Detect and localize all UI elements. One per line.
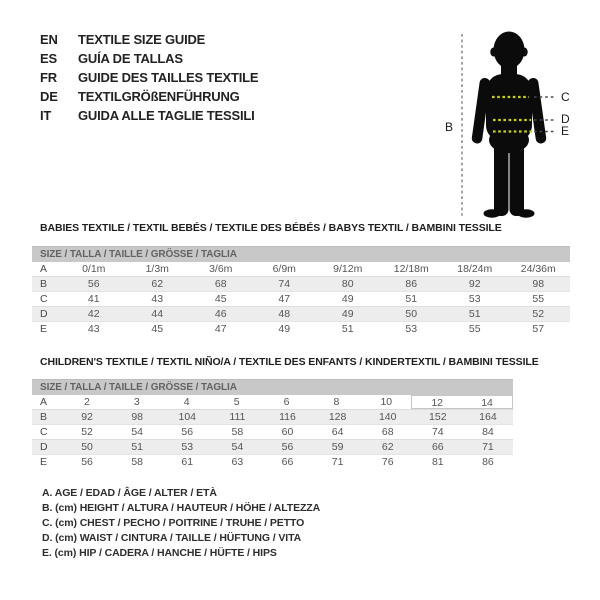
row-label: E [40,456,48,468]
table-cell: 8 [333,396,340,408]
table-cell: 54 [231,441,244,453]
table-cell: 66 [431,441,444,453]
table-row [32,425,513,440]
language-label: GUIDE DES TAILLES TEXTILE [78,70,259,85]
legend-item: E. (cm) HIP / CADERA / HANCHE / HÜFTE / HIPS [42,547,277,559]
babies-table [32,246,570,337]
table-cell: 49 [341,293,354,305]
table-cell: 51 [468,308,481,320]
table-cell: 53 [181,441,194,453]
table-cell: 63 [231,456,244,468]
table-cell: 47 [214,323,227,335]
table-cell: 12/18m [393,263,429,275]
table-cell: 18/24m [457,263,493,275]
children-size-header: SIZE / TALLA / TAILLE / GRÖSSE / TAGLIA [32,379,513,395]
language-code: DE [40,89,58,104]
table-cell: 14 [462,395,513,409]
table-cell: 61 [181,456,194,468]
language-row [40,30,258,49]
table-row [32,292,570,307]
table-cell: 45 [214,293,227,305]
table-row [32,440,513,455]
language-list [40,30,258,125]
table-cell: 54 [131,426,143,438]
table-cell: 51 [131,441,143,453]
table-cell: 128 [328,411,347,423]
table-cell: 9/12m [333,263,363,275]
table-cell: 52 [532,308,545,320]
table-cell: 44 [151,308,164,320]
table-cell: 55 [468,323,481,335]
table-cell: 43 [151,293,164,305]
babies-size-header: SIZE / TALLA / TAILLE / GRÖSSE / TAGLIA [32,246,570,262]
table-cell: 42 [87,308,100,320]
table-row [32,277,570,292]
table-cell: 50 [405,308,418,320]
table-cell: 5 [233,396,240,408]
height-label-b: B [445,120,453,134]
table-cell: 1/3m [145,263,169,275]
babies-table-title: BABIES TEXTILE / TEXTIL BEBÉS / TEXTILE DES BÉBÉS / BABYS TEXTIL / BAMBINI TESSILE [40,222,502,234]
legend [42,486,320,561]
table-cell: 76 [381,456,394,468]
table-cell: 81 [431,456,444,468]
row-label: B [40,278,48,290]
waist-label-d: D [561,112,570,126]
children-table [32,379,513,470]
table-cell: 71 [331,456,344,468]
row-label: C [40,426,48,438]
language-label: GUIDA ALLE TAGLIE TESSILI [78,108,255,123]
table-row [32,395,513,410]
table-cell: 24/36m [520,263,556,275]
table-cell: 84 [482,426,494,438]
language-code: ES [40,51,57,66]
table-cell: 53 [468,293,481,305]
table-cell: 86 [482,456,494,468]
table-cell: 57 [532,323,545,335]
row-label: D [40,441,48,453]
table-cell: 55 [532,293,545,305]
table-cell: 62 [151,278,164,290]
table-cell: 92 [81,411,93,423]
table-cell: 51 [405,293,418,305]
table-cell: 50 [81,441,93,453]
child-silhouette [440,14,575,226]
table-cell: 164 [479,411,497,423]
language-label: TEXTILGRÖßENFÜHRUNG [78,89,240,104]
hip-label-e: E [561,124,569,138]
table-cell: 62 [381,441,394,453]
table-cell: 6/9m [272,263,296,275]
legend-item: A. AGE / EDAD / ÂGE / ALTER / ETÀ [42,487,217,499]
row-label: E [40,323,48,335]
table-row [32,307,570,322]
table-cell: 111 [229,411,246,423]
table-cell: 86 [405,278,418,290]
table-cell: 41 [87,293,100,305]
language-code: EN [40,32,58,47]
legend-item: C. (cm) CHEST / PECHO / POITRINE / TRUHE / PETTO [42,517,305,529]
table-cell: 104 [178,411,197,423]
table-cell: 56 [281,441,294,453]
table-cell: 47 [278,293,291,305]
table-row [32,322,570,337]
table-cell: 43 [87,323,100,335]
table-cell: 56 [87,278,100,290]
table-cell: 12 [411,395,462,409]
legend-item: B. (cm) HEIGHT / ALTURA / HAUTEUR / HÖHE / ALTEZZA [42,502,321,514]
table-cell: 98 [532,278,545,290]
language-row [40,87,258,106]
table-cell: 49 [341,308,354,320]
table-row [32,455,513,470]
table-cell: 116 [279,411,296,423]
row-label: B [40,411,48,423]
table-cell: 49 [278,323,291,335]
row-label: A [40,396,48,408]
row-label: C [40,293,48,305]
table-cell: 46 [214,308,227,320]
table-cell: 4 [183,396,190,408]
table-cell: 68 [381,426,394,438]
table-cell: 48 [278,308,291,320]
table-cell: 10 [380,396,393,408]
table-cell: 64 [331,426,344,438]
table-cell: 2 [84,396,90,408]
table-cell: 92 [468,278,481,290]
table-cell: 45 [151,323,164,335]
table-cell: 71 [482,441,494,453]
table-cell: 74 [431,426,444,438]
row-label: A [40,263,48,275]
table-cell: 53 [405,323,418,335]
legend-item: D. (cm) WAIST / CINTURA / TAILLE / HÜFTUNG / VITA [42,532,302,544]
table-row [32,262,570,277]
table-cell: 51 [341,323,354,335]
language-row [40,106,258,125]
table-cell: 80 [341,278,354,290]
table-cell: 152 [429,411,447,423]
table-cell: 52 [81,426,93,438]
language-row [40,49,258,68]
table-cell: 66 [281,456,294,468]
language-label: TEXTILE SIZE GUIDE [78,32,206,47]
table-cell: 98 [131,411,143,423]
row-label: D [40,308,48,320]
table-cell: 68 [214,278,227,290]
child-silhouette-figure [440,14,575,226]
table-cell: 3 [133,396,140,408]
table-cell: 59 [331,441,344,453]
children-table-title: CHILDREN'S TEXTILE / TEXTIL NIÑO/A / TEXTILE DES ENFANTS / KINDERTEXTIL / BAMBINI TESSILE [40,356,539,368]
table-cell: 140 [378,411,397,423]
language-code: FR [40,70,57,85]
language-label: GUÍA DE TALLAS [78,51,183,66]
table-cell: 58 [131,456,143,468]
table-cell: 60 [281,426,294,438]
table-cell: 74 [278,278,291,290]
table-cell: 56 [181,426,194,438]
table-cell: 6 [283,396,290,408]
table-cell: 56 [81,456,93,468]
chest-label-c: C [561,90,570,104]
table-cell: 58 [231,426,244,438]
language-row [40,68,258,87]
table-row [32,410,513,425]
table-cell: 0/1m [82,263,106,275]
language-code: IT [40,108,52,123]
table-cell: 3/6m [209,263,233,275]
